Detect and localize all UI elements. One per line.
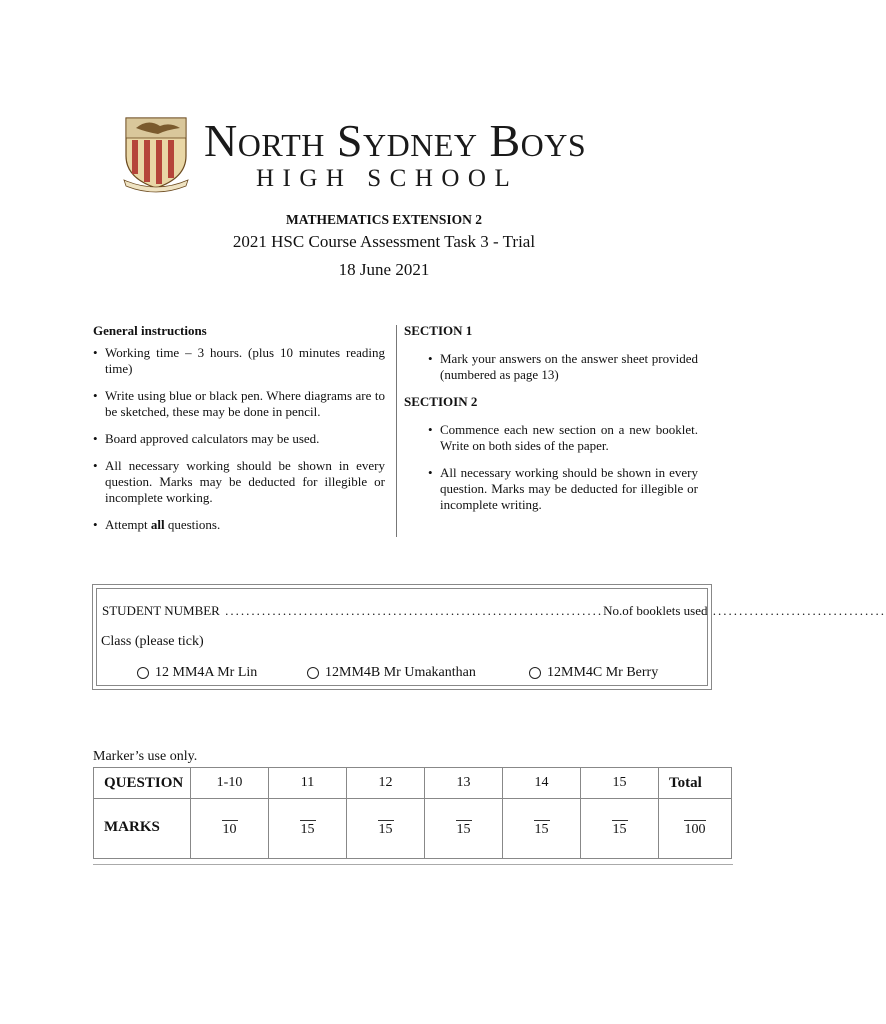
attempt-suffix: questions.: [164, 517, 221, 532]
marks-cell[interactable]: [581, 799, 659, 859]
question-header: QUESTION: [94, 768, 191, 799]
radio-circle-icon[interactable]: [137, 667, 149, 679]
class-option-label: 12MM4B Mr Umakanthan: [325, 665, 476, 680]
instruction-item: • Write using blue or black pen. Where diagrams are to be sketched, these may be done in pencil.: [93, 388, 385, 420]
out-of: 15: [534, 821, 549, 837]
class-option-umakanthan[interactable]: [307, 665, 476, 681]
question-col: 15: [581, 768, 659, 799]
marks-cell[interactable]: [191, 799, 269, 859]
marks-table: [93, 767, 732, 859]
question-col: 11: [269, 768, 347, 799]
class-option-lin[interactable]: [137, 665, 257, 681]
section1-item: • Mark your answers on the answer sheet provided (numbered as page 13): [428, 351, 698, 383]
question-col: 13: [425, 768, 503, 799]
attempt-bold: all: [150, 517, 165, 532]
instruction-item: [93, 517, 385, 533]
school-name: North Sydney Boys: [204, 115, 587, 166]
out-of: 15: [378, 821, 393, 837]
student-number-row: [102, 603, 886, 619]
booklets-field[interactable]: .................................: [707, 603, 886, 618]
attempt-prefix: Attempt: [105, 517, 151, 532]
instruction-item: • Working time – 3 hours. (plus 10 minutes reading time): [93, 345, 385, 377]
student-number-label: STUDENT NUMBER: [102, 603, 220, 618]
instruction-item: • All necessary working should be shown in every question. Marks may be deducted for illegible or incomplete working.: [93, 458, 385, 506]
total-cell[interactable]: [659, 799, 732, 859]
question-col: 14: [503, 768, 581, 799]
class-label: Class (please tick): [101, 634, 204, 649]
out-of: 15: [300, 821, 315, 837]
general-heading: General instructions: [93, 323, 207, 338]
school-crest-logo: [122, 116, 190, 192]
question-col: 1-10: [191, 768, 269, 799]
out-of: 10: [222, 821, 237, 837]
section2-item: • All necessary working should be shown in every question. Marks may be deducted for illegible or incomplete writing.: [428, 465, 698, 513]
instruction-item: • Board approved calculators may be used.: [93, 431, 385, 447]
total-out-of: 100: [684, 821, 706, 837]
marks-cell[interactable]: [425, 799, 503, 859]
marks-cell[interactable]: [269, 799, 347, 859]
radio-circle-icon[interactable]: [307, 667, 319, 679]
class-option-label: 12MM4C Mr Berry: [547, 665, 659, 680]
marks-header: MARKS: [94, 799, 191, 859]
general-instructions: [93, 323, 385, 544]
subject-title: MATHEMATICS EXTENSION 2: [285, 212, 483, 227]
class-option-label: 12 MM4A Mr Lin: [155, 665, 258, 680]
section-instructions: [404, 323, 698, 524]
marks-cell[interactable]: [503, 799, 581, 859]
section2-item: • Commence each new section on a new booklet. Write on both sides of the paper.: [428, 422, 698, 454]
task-title: 2021 HSC Course Assessment Task 3 - Trial: [232, 232, 536, 251]
section2-heading: SECTIOIN 2: [404, 394, 478, 409]
column-divider: [396, 325, 397, 537]
class-option-berry[interactable]: [529, 665, 658, 681]
out-of: 15: [456, 821, 471, 837]
radio-circle-icon[interactable]: [529, 667, 541, 679]
table-bottom-rule: [93, 864, 733, 865]
marks-cell[interactable]: [347, 799, 425, 859]
booklets-label: No.of booklets used: [603, 603, 708, 618]
section1-heading: SECTION 1: [404, 323, 473, 338]
student-number-field[interactable]: ........................................................................: [219, 603, 604, 618]
school-subtitle: HIGH SCHOOL: [256, 165, 519, 192]
question-col: 12: [347, 768, 425, 799]
exam-date: 18 June 2021: [338, 260, 430, 279]
out-of: 15: [612, 821, 627, 837]
total-header: Total: [659, 768, 732, 799]
markers-use-label: Marker’s use only.: [93, 749, 198, 764]
